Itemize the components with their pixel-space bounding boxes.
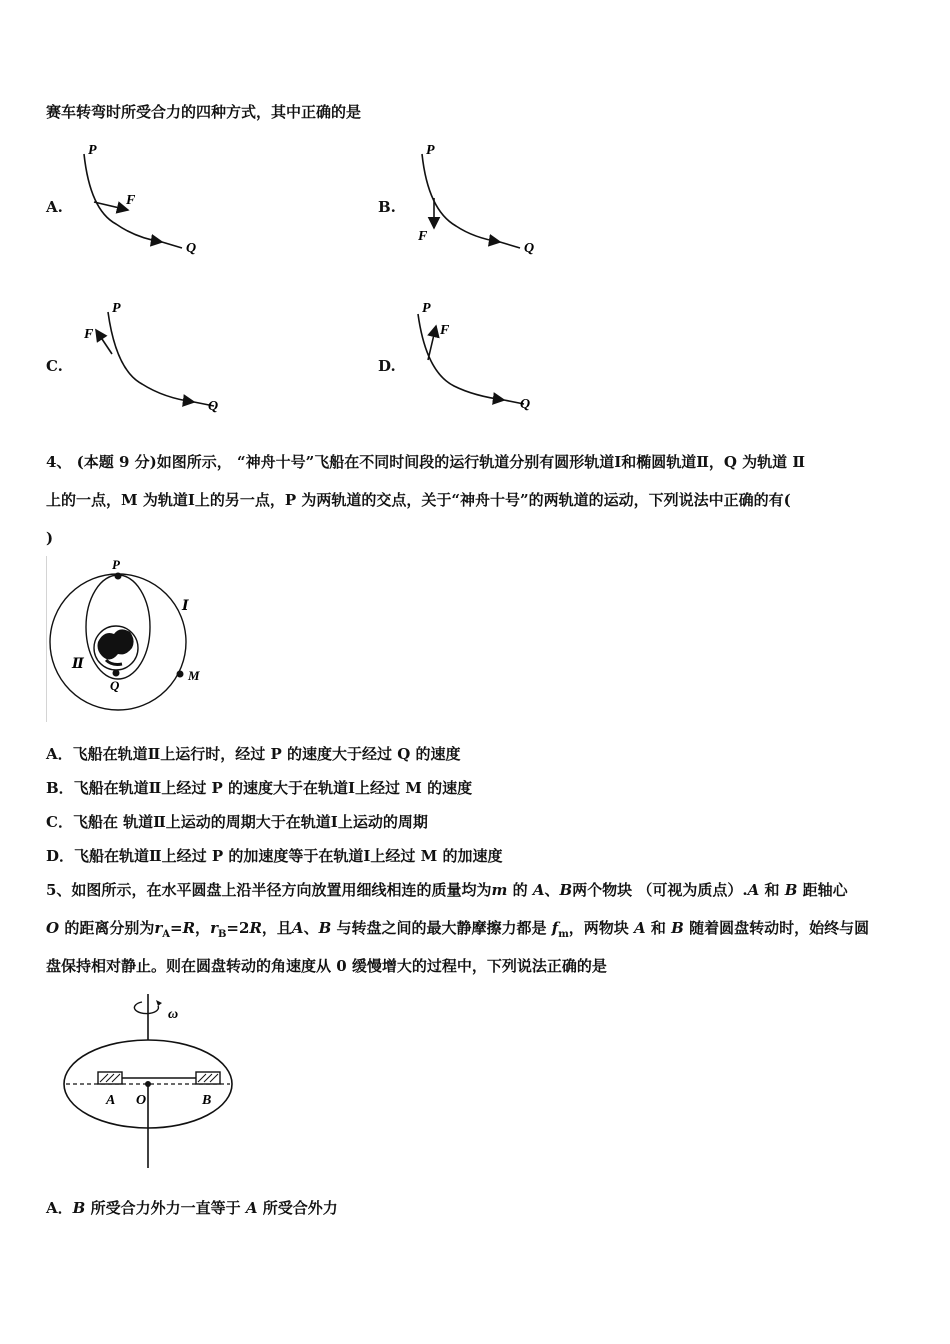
q3-option-b-figure bbox=[412, 140, 552, 260]
point-m-label: M bbox=[188, 668, 200, 683]
q5-stem-line1: 5、如图所示，在水平圆盘上沿半径方向放置用细线相连的质量均为m 的 A、B两个物块 （可视为质点）.A 和 B 距轴心 bbox=[46, 881, 848, 899]
q5-turntable-figure bbox=[60, 988, 250, 1174]
trajectory-curve bbox=[418, 314, 504, 400]
q4-stem-line1: 4、 (本题 9 分)如图所示， “神舟十号”飞船在不同时间段的运行轨道分别有圆形轨道Ⅰ和椭圆轨道Ⅱ，Q 为轨道 Ⅱ bbox=[46, 453, 806, 471]
point-q-label: Q bbox=[520, 397, 531, 412]
q5-stem-line3: 盘保持相对静止。则在圆盘转动的角速度从 0 缓慢增大的过程中，下列说法正确的是 bbox=[46, 957, 607, 975]
force-arrow bbox=[96, 330, 112, 354]
q3-stem-tail: 赛车转弯时所受合力的四种方式，其中正确的是 bbox=[46, 103, 362, 121]
force-f-label: F bbox=[440, 323, 450, 338]
q4-option-b[interactable]: B．飞船在轨道Ⅱ上经过 P 的速度大于在轨道Ⅰ上经过 M 的速度 bbox=[46, 779, 473, 797]
q4-orbit-figure bbox=[46, 556, 216, 722]
point-p-label: P bbox=[422, 301, 431, 316]
force-f-label: F bbox=[418, 229, 428, 244]
trajectory-curve bbox=[108, 312, 194, 402]
point-p-dot bbox=[115, 573, 122, 580]
q4-stem-line3: ) bbox=[46, 529, 54, 547]
q4-option-a[interactable]: A．飞船在轨道Ⅱ上运行时，经过 P 的速度大于经过 Q 的速度 bbox=[46, 745, 461, 763]
center-o-dot bbox=[145, 1081, 151, 1087]
q4-stem-line2: 上的一点，M 为轨道Ⅰ上的另一点，P 为两轨道的交点，关于“神舟十号”的两轨道的运动，下列说法中正确的有( bbox=[46, 491, 791, 509]
point-p-label: P bbox=[426, 143, 435, 158]
force-f-label: F bbox=[84, 327, 94, 342]
q3-option-a-label[interactable]: A. bbox=[46, 198, 63, 216]
q3-option-b-label[interactable]: B. bbox=[378, 198, 396, 216]
q3-option-a-figure bbox=[76, 140, 216, 260]
orbit-1-label: Ⅰ bbox=[182, 599, 189, 614]
q4-option-d[interactable]: D．飞船在轨道Ⅱ上经过 P 的加速度等于在轨道Ⅰ上经过 M 的加速度 bbox=[46, 847, 503, 865]
block-b-label: B bbox=[202, 1093, 212, 1108]
point-m-dot bbox=[177, 671, 184, 678]
rotation-arrow-icon bbox=[134, 1002, 158, 1014]
point-q-label: Q bbox=[208, 399, 219, 414]
q5-option-a[interactable]: A．B 所受合力外力一直等于 A 所受合外力 bbox=[46, 1199, 338, 1217]
point-q-dot bbox=[113, 670, 120, 677]
q3-option-c-figure bbox=[76, 296, 236, 420]
omega-label: ω bbox=[168, 1007, 179, 1022]
q5-stem-line2: O 的距离分别为$r_A=R$，$r_B=2R$，且A、B 与转盘之间的最大静摩擦力都是 $f_m$，两物块 A 和 B 随着圆盘转动时，始终与圆 bbox=[46, 919, 870, 940]
point-q-label: Q bbox=[186, 241, 197, 256]
trajectory-curve bbox=[84, 154, 162, 242]
point-q-label: Q bbox=[110, 678, 120, 693]
q3-option-d-figure bbox=[408, 296, 558, 420]
point-p-label: P bbox=[88, 143, 97, 158]
force-arrow bbox=[428, 326, 436, 360]
point-p-label: P bbox=[112, 301, 121, 316]
q3-option-d-label[interactable]: D. bbox=[378, 357, 396, 375]
center-o-label: O bbox=[136, 1093, 147, 1108]
q3-option-c-label[interactable]: C. bbox=[46, 357, 63, 375]
point-p-label: P bbox=[112, 557, 120, 572]
orbit-2-label: Ⅱ bbox=[72, 657, 84, 672]
q4-option-c[interactable]: C．飞船在 轨道Ⅱ上运动的周期大于在轨道Ⅰ上运动的周期 bbox=[46, 813, 428, 831]
block-a-label: A bbox=[106, 1093, 116, 1108]
point-q-label: Q bbox=[524, 241, 535, 256]
force-f-label: F bbox=[126, 193, 136, 208]
